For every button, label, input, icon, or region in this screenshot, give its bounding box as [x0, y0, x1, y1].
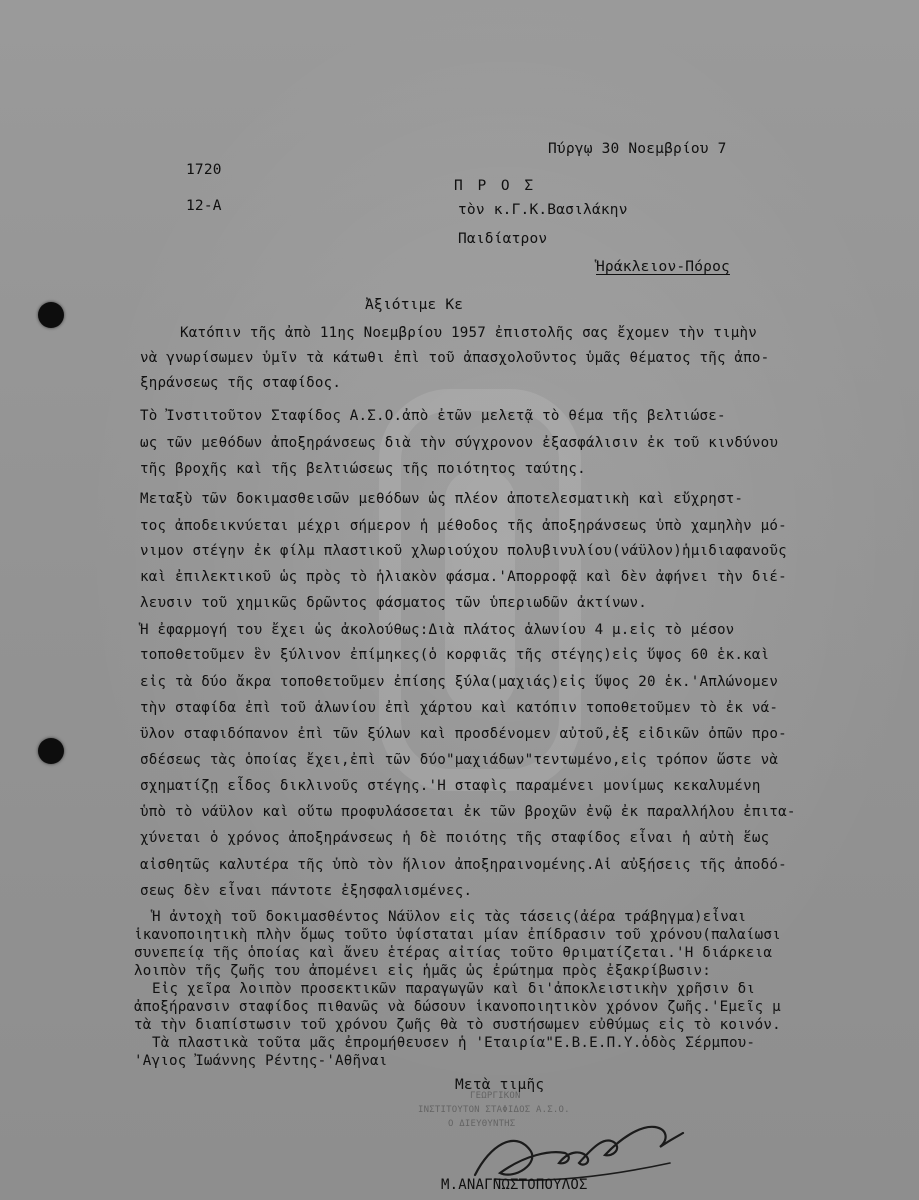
closing-regards: Μετὰ τιμῆς — [455, 1077, 545, 1093]
body-line: ως τῶν μεθόδων ἀποξηράνσεως διὰ τὴν σύγχρονον ἐξασφάλισιν ἐκ τοῦ κινδύνου — [140, 435, 779, 451]
body-line: Τὸ Ἰνστιτοῦτον Σταφίδος Α.Σ.Ο.ἀπὸ ἐτῶν μελετᾷ τὸ θέμα τῆς βελτιώσε- — [140, 408, 726, 424]
body-line: σχηματίζῃ εἶδος δικλινοῦς στέγης.'Η σταφὶς παραμένει μονίμως κεκαλυμένη — [140, 778, 761, 794]
recipient-destination: Ἡράκλειον-Πόρος — [596, 259, 730, 275]
recipient-name: τὸν κ.Γ.Κ.Βασιλάκην — [458, 202, 628, 218]
body-line: Τὰ πλαστικὰ τοῦτα μᾶς ἐπρομήθευσεν ἡ 'Εταιρία"Ε.Β.Ε.Π.Υ.ὁδὸς Σέρμπου- — [152, 1035, 756, 1051]
body-line: σεως δὲν εἶναι πάντοτε ἐξησφαλισμένες. — [140, 883, 473, 899]
body-line: συνεπείᾳ τῆς ὁποίας καὶ ἄνευ ἑτέρας αἰτίας τοῦτο θριματίζεται.'Η διάρκεια — [134, 945, 773, 961]
body-line: Ἡ ἐφαρμογή του ἔχει ὡς ἀκολούθως:Διὰ πλάτος ἁλωνίου 4 μ.εἰς τὸ μέσον — [140, 622, 735, 638]
body-line: Ἡ ἀντοχὴ τοῦ δοκιμασθέντος Νάϋλον εἰς τὰς τάσεις(ἀέρα τράβηγμα)εἶναι — [152, 909, 747, 925]
body-line: τος ἀποδεικνύεται μέχρι σήμερον ἡ μέθοδος τῆς ἀποξηράνσεως ὑπὸ χαμηλὴν μό- — [140, 518, 787, 534]
reference-code: 12-A — [186, 198, 222, 214]
reference-number: 1720 — [186, 162, 222, 178]
body-line: ἀποξήρανσιν σταφίδος πιθανῶς νὰ δώσουν ἱκανοποιητικὸν χρόνον ζωῆς.'Εμεῖς μ — [134, 999, 781, 1015]
binder-hole-top — [38, 302, 64, 328]
body-line: ξηράνσεως τῆς σταφίδος. — [140, 375, 342, 391]
body-line: ϋλον σταφιδόπανον ἐπὶ τῶν ξύλων καὶ προσδένομεν αὐτοῦ,ἐξ εἰδικῶν ὀπῶν προ- — [140, 726, 787, 742]
body-line: 'Αγιος Ἰωάννης Ρέντης-'Αθῆναι — [134, 1053, 388, 1069]
institute-stamp: ΓΕΩΡΓΙΚΟΝ ΙΝΣΤΙΤΟΥΤΟΝ ΣΤΑΦΙΔΟΣ Α.Σ.Ο. Ο ΔΙΕΥΘΥΝΤΗΣ — [418, 1091, 570, 1129]
body-line: λοιπὸν τῆς ζωῆς του ἀπομένει εἰς ἡμᾶς ὡς ἐρώτημα πρὸς ἐξακρίβωσιν: — [134, 963, 711, 979]
salutation: Ἀξιότιμε Κε — [365, 297, 464, 313]
body-line: Μεταξὺ τῶν δοκιμασθεισῶν μεθόδων ὡς πλέον ἀποτελεσματικὴ καὶ εὔχρηστ- — [140, 491, 744, 507]
body-line: Εἰς χεῖρα λοιπὸν προσεκτικῶν παραγωγῶν καὶ δι'ἀποκλειστικὴν χρῆσιν δι — [152, 981, 756, 997]
body-line: τοποθετοῦμεν ἓν ξύλινον ἐπίμηκες(ὁ κορφιᾶς τῆς στέγης)εἰς ὕψος 60 ἑκ.καὶ — [140, 647, 770, 663]
body-line: νὰ γνωρίσωμεν ὑμῖν τὰ κάτωθι ἐπὶ τοῦ ἀπασχολοῦντος ὑμᾶς θέματος τῆς ἀπο- — [140, 350, 770, 366]
body-line: τῆς βροχῆς καὶ τῆς βελτιώσεως τῆς ποιότητος ταύτης. — [140, 461, 586, 477]
body-line: αἰσθητῶς καλυτέρα τῆς ὑπὸ τὸν ἥλιον ἀποξηραινομένης.Αἱ αὐξήσεις τῆς ἀποδό- — [140, 857, 787, 873]
place-date: Πύργῳ 30 Νοεμβρίου 7 — [548, 141, 727, 157]
body-line: τὰ τὴν διαπίστωσιν τοῦ χρόνου ζωῆς θὰ τὸ συστήσωμεν εὐθύμως εἰς τὸ κοινόν. — [134, 1017, 781, 1033]
body-line: λευσιν τοῦ χημικῶς δρῶντος φάσματος τῶν ὑπεριωδῶν ἀκτίνων. — [140, 595, 648, 611]
body-line: νιμον στέγην ἐκ φίλμ πλαστικοῦ χλωριούχου πολυβινυλίου(νάϋλον)ἡμιδιαφανοῦς — [140, 543, 787, 559]
body-line: καὶ ἐπιλεκτικοῦ ὡς πρὸς τὸ ἡλιακὸν φάσμα.'Απορροφᾷ καὶ δὲν ἀφήνει τὴν διέ- — [140, 569, 787, 585]
recipient-title: Παιδίατρον — [458, 231, 548, 247]
to-label: Π Ρ Ο Σ — [454, 178, 537, 194]
signatory-name: Μ.ΑΝΑΓΝΩΣΤΟΠΟΥΛΟΣ — [441, 1177, 588, 1193]
body-line: εἰς τὰ δύο ἄκρα τοποθετοῦμεν ἐπίσης ξύλα(μαχιάς)εἰς ὕψος 20 ἑκ.'Απλώνομεν — [140, 674, 779, 690]
body-line: Κατόπιν τῆς ἀπὸ 11ης Νοεμβρίου 1957 ἐπιστολῆς σας ἔχομεν τὴν τιμὴν — [180, 325, 757, 341]
body-line: σδέσεως τὰς ὁποίας ἔχει,ἐπὶ τῶν δύο"μαχιάδων"τεντωμένο,εἰς τρόπον ὥστε νὰ — [140, 752, 779, 768]
body-line: ἱκανοποιητικὴ πλὴν ὅμως τοῦτο ὑφίσταται μίαν ἐπίδρασιν τοῦ χρόνου(παλαίωσι — [134, 927, 781, 943]
binder-hole-bottom — [38, 738, 64, 764]
body-line: χύνεται ὁ χρόνος ἀποξηράνσεως ἡ δὲ ποιότης τῆς σταφίδος εἶναι ἡ αὐτὴ ἕως — [140, 830, 770, 846]
body-line: τὴν σταφίδα ἐπὶ τοῦ ἁλωνίου ἐπὶ χάρτου καὶ κατόπιν τοποθετοῦμεν τὸ ἐκ νά- — [140, 700, 779, 716]
body-line: ὑπὸ τὸ νάϋλον καὶ οὕτω προφυλάσσεται ἐκ τῶν βροχῶν ἐνῷ ἐκ παραλλήλου ἐπιτα- — [140, 804, 796, 820]
